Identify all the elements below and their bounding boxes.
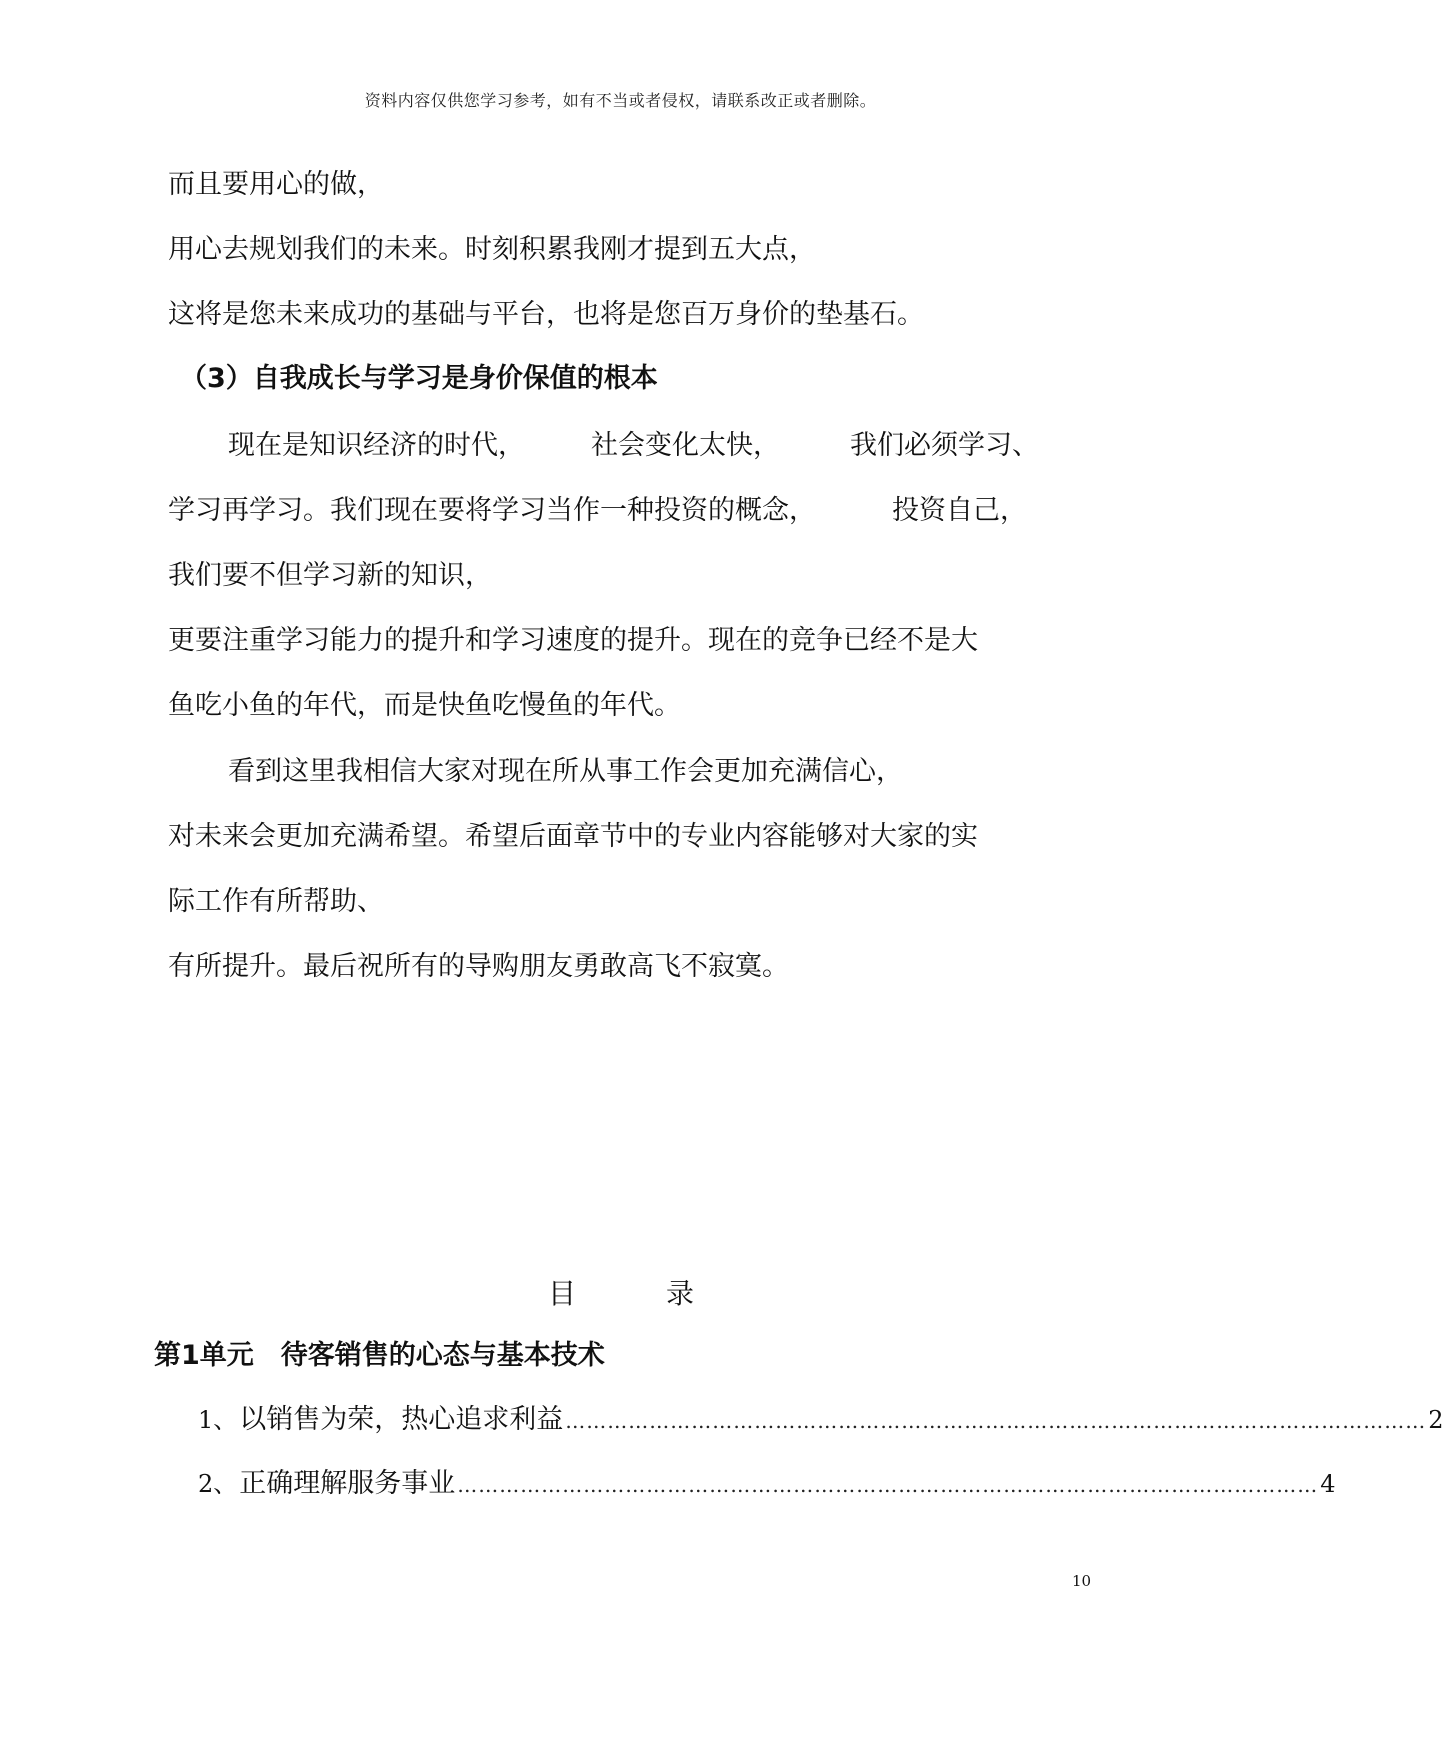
toc-title-right: 录: [666, 1277, 695, 1310]
body-line-3: 这将是您未来成功的基础与平台，也将是您百万身价的垫基石。: [168, 299, 924, 330]
toc-title: [548, 1277, 694, 1311]
toc-entry-page: 2: [1428, 1406, 1444, 1434]
para2-line-2: 对未来会更加充满希望。希望后面章节中的专业内容能够对大家的实: [168, 821, 978, 852]
toc-dot-leader: ……………………………………………………………………………………………………………: [565, 1409, 1427, 1433]
para1-line-1-part-a: 现在是知识经济的时代，: [228, 430, 525, 461]
para1-line-2-part-a: 学习再学习。我们现在要将学习当作一种投资的概念，: [168, 495, 816, 526]
para1-line-1-part-c: 我们必须学习、: [850, 430, 1039, 461]
para1-line-1-part-b: 社会变化太快，: [591, 430, 780, 461]
toc-unit-title: 第1单元 待客销售的心态与基本技术: [154, 1340, 605, 1371]
toc-title-left: 目: [548, 1277, 577, 1310]
para1-line-1: [228, 429, 1039, 463]
para2-line-4: 有所提升。最后祝所有的导购朋友勇敢高飞不寂寞。: [168, 951, 789, 982]
para1-line-5: 鱼吃小鱼的年代，而是快鱼吃慢鱼的年代。: [168, 690, 681, 721]
para2-line-1: 看到这里我相信大家对现在所从事工作会更加充满信心，: [228, 756, 903, 787]
body-line-2: 用心去规划我们的未来。时刻积累我刚才提到五大点，: [168, 234, 816, 265]
toc-entry-number: 2、: [198, 1470, 238, 1498]
toc-entry[interactable]: [198, 1467, 1336, 1501]
para1-line-3: 我们要不但学习新的知识，: [168, 560, 492, 591]
toc-entry-text: 正确理解服务事业: [239, 1468, 456, 1499]
toc-entry[interactable]: [198, 1403, 1444, 1437]
page-number: 10: [1072, 1572, 1092, 1590]
para1-line-2-part-b: 投资自己，: [892, 495, 1027, 526]
toc-dot-leader: ……………………………………………………………………………………………………………: [457, 1473, 1319, 1497]
para2-line-3: 际工作有所帮助、: [168, 886, 384, 917]
toc-entry-number: 1、: [198, 1406, 238, 1434]
toc-entry-page: 4: [1320, 1470, 1336, 1498]
section-heading: （3）自我成长与学习是身价保值的根本: [180, 363, 658, 394]
para1-line-4: 更要注重学习能力的提升和学习速度的提升。现在的竞争已经不是大: [168, 625, 978, 656]
para1-line-2: [168, 494, 1027, 528]
toc-entry-text: 以销售为荣，热心追求利益: [239, 1404, 564, 1435]
body-line-1: 而且要用心的做，: [168, 169, 384, 200]
header-disclaimer: 资料内容仅供您学习参考，如有不当或者侵权，请联系改正或者删除。: [364, 91, 877, 110]
